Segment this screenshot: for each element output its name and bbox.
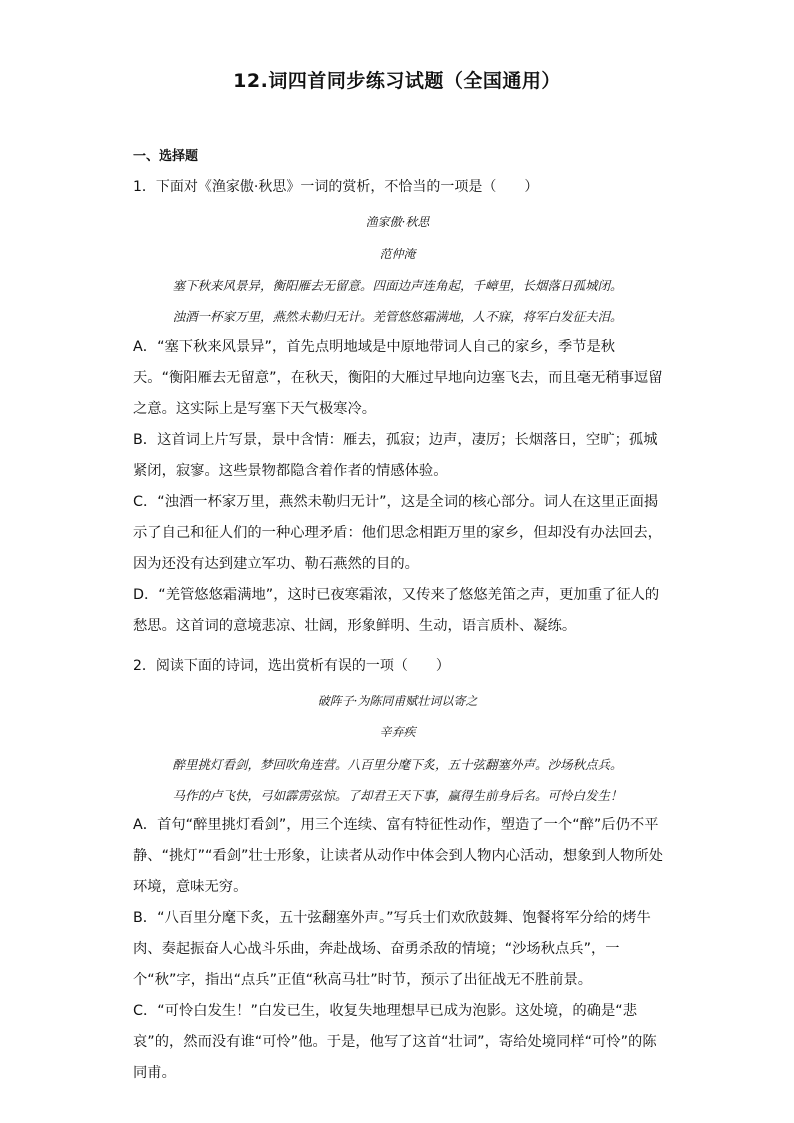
option-a: A．首句“醉里挑灯看剑”，用三个连续、富有特征性动作，塑造了一个“醉”后仍不平静、“挑灯”“看剑”壮士形象，让读者从动作中体会到人物内心活动，想象到人物所处环境，意味无穷。 xyxy=(133,817,664,895)
document-title: 12.词四首同步练习试题（全国通用） xyxy=(233,70,561,92)
question-1-stem: 1．下面对《渔家傲·秋思》一词的赏析，不恰当的一项是（ ） xyxy=(133,179,539,195)
option-c: C．“可怜白发生！”白发已生，收复失地理想早已成为泡影。这处境，的确是“悲哀”的，然而没有谁“可怜”他。于是，他写了这首“壮词”，寄给处境同样“可怜”的陈同甫。 xyxy=(133,1003,657,1081)
poem-1-title: 渔家傲·秋思 xyxy=(365,215,430,229)
poem-2-title: 破阵子·为陈同甫赋壮词以寄之 xyxy=(317,694,478,708)
poem-1-author: 范仲淹 xyxy=(379,247,416,261)
poem-2-author: 辛弃疾 xyxy=(379,725,416,739)
poem-1-line: 塞下秋来风景异，衡阳雁去无留意。四面边声连角起，千嶂里，长烟落日孤城闭。 xyxy=(172,278,623,293)
question-1-options xyxy=(133,332,663,642)
poem-2-line: 马作的卢飞快，弓如霹雳弦惊。了却君王天下事，赢得生前身后名。可怜白发生！ xyxy=(172,788,623,803)
section-heading: 一、选择题 xyxy=(133,149,199,164)
option-b: B．这首词上片写景，景中含情：雁去，孤寂；边声，凄厉；长烟落日，空旷；孤城紧闭，寂寥。这些景物都隐含着作者的情感体验。 xyxy=(133,432,658,479)
option-a: A．“塞下秋来风景异”，首先点明地域是中原地带词人自己的家乡，季节是秋天。“衡阳雁去无留意”，在秋天，衡阳的大雁过早地向边塞飞去，而且毫无稍事逗留之意。这实际上是写塞下天气极寒冷。 xyxy=(133,339,663,417)
question-2-options xyxy=(133,810,663,1089)
question-2-stem: 2．阅读下面的诗词，选出赏析有误的一项（ ） xyxy=(133,658,450,674)
poem-2-line: 醉里挑灯看剑，梦回吹角连营。八百里分麾下炙，五十弦翻塞外声。沙场秋点兵。 xyxy=(172,757,623,772)
option-c: C．“浊酒一杯家万里，燕然未勒归无计”，这是全词的核心部分。词人在这里正面揭示了自己和征人们的一种心理矛盾：他们思念相距万里的家乡，但却没有办法回去，因为还没有达到建立军功、勒石燕然的目的。 xyxy=(133,494,662,572)
option-d: D．“羌管悠悠霜满地”，这时已夜寒霜浓，又传来了悠悠羌笛之声，更加重了征人的愁思。这首词的意境悲凉、壮阔，形象鲜明、生动，语言质朴、凝练。 xyxy=(133,587,660,634)
poem-1-line: 浊酒一杯家万里，燕然未勒归无计。羌管悠悠霜满地，人不寐，将军白发征夫泪。 xyxy=(172,309,623,324)
option-b: B．“八百里分麾下炙，五十弦翻塞外声。”写兵士们欢欣鼓舞、饱餐将军分给的烤牛肉、奏起振奋人心战斗乐曲，奔赴战场、奋勇杀敌的情境；“沙场秋点兵”，一个“秋”字，指出“点兵”正值“秋高马壮”时节，预示了出征战无不胜前景。 xyxy=(133,910,651,988)
